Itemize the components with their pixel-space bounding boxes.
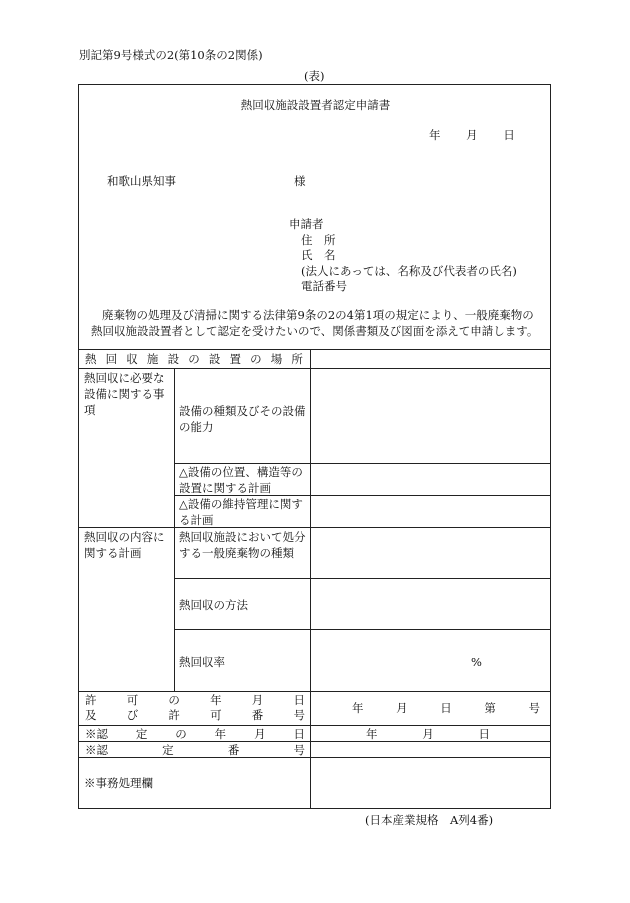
- date-fields: [429, 127, 537, 143]
- certification-number-label: ※認 定 番 号: [85, 743, 305, 757]
- location-label: 熱 回 収 施 設 の 設 置 の 場 所: [85, 352, 303, 366]
- recovery-method-label: 熱回収の方法: [179, 598, 248, 612]
- certification-date-label: ※認 定 の 年 月 日: [85, 727, 305, 741]
- equipment-type-label: 設備の種類及びその設備の能力: [179, 404, 306, 434]
- office-use-label: ※事務処理欄: [84, 776, 153, 790]
- table-col-line: [310, 349, 311, 809]
- equipment-location-plan-label: △設備の位置、構造等の設置に関する計画: [179, 465, 303, 495]
- table-line: [79, 527, 550, 528]
- application-statement: 廃棄物の処理及び清掃に関する法律第9条の2の4第1項の規定により、一般廃棄物の熱回収施設設置者として認定を受けたいので、関係書類及び図面を添えて申請します。: [91, 308, 539, 338]
- percent-sign: %: [471, 655, 482, 669]
- plan-group-label: 熱回収の内容に関する計画: [84, 530, 165, 560]
- table-top-line: [79, 349, 550, 350]
- form-title: 熱回収施設設置者認定申請書: [240, 98, 391, 112]
- applicant-phone: 電話番号: [301, 279, 347, 294]
- application-form: [78, 84, 551, 809]
- applicant-name: 氏 名: [301, 248, 336, 263]
- front-side-label: (表): [304, 69, 325, 83]
- recovery-rate-label: 熱回収率: [179, 655, 225, 669]
- applicant-address: 住 所: [301, 232, 336, 247]
- applicant-block: [289, 217, 517, 295]
- addressee: 和歌山県知事: [107, 174, 176, 188]
- month-label: 月: [466, 128, 478, 142]
- equipment-group-label: 熱回収に必要な設備に関する事項: [84, 371, 165, 417]
- day-label: 日: [503, 128, 515, 142]
- table-line: [79, 368, 550, 369]
- permit-date-label: 許 可 の 年 月 日: [85, 693, 305, 707]
- equipment-maintenance-plan-label: △設備の維持管理に関する計画: [179, 497, 303, 527]
- applicant-label: 申請者: [289, 217, 324, 231]
- waste-type-label: 熱回収施設において処分する一般廃棄物の種類: [179, 530, 306, 560]
- form-number-note: 別記第9号様式の2(第10条の2関係): [79, 48, 263, 62]
- applicant-corp-note: (法人にあっては、名称及び代表者の氏名): [301, 263, 517, 278]
- table-col-line: [174, 368, 175, 691]
- paper-size-note: (日本産業規格 A列4番): [365, 813, 494, 827]
- permit-value-fields: 年 月 日 第 号: [352, 701, 540, 715]
- table-line: [174, 629, 550, 630]
- table-line: [174, 578, 550, 579]
- honorific: 様: [294, 174, 306, 188]
- permit-number-label: 及 び 許 可 番 号: [85, 708, 305, 722]
- certification-date-fields: 年 月 日: [366, 727, 490, 741]
- year-label: 年: [429, 128, 441, 142]
